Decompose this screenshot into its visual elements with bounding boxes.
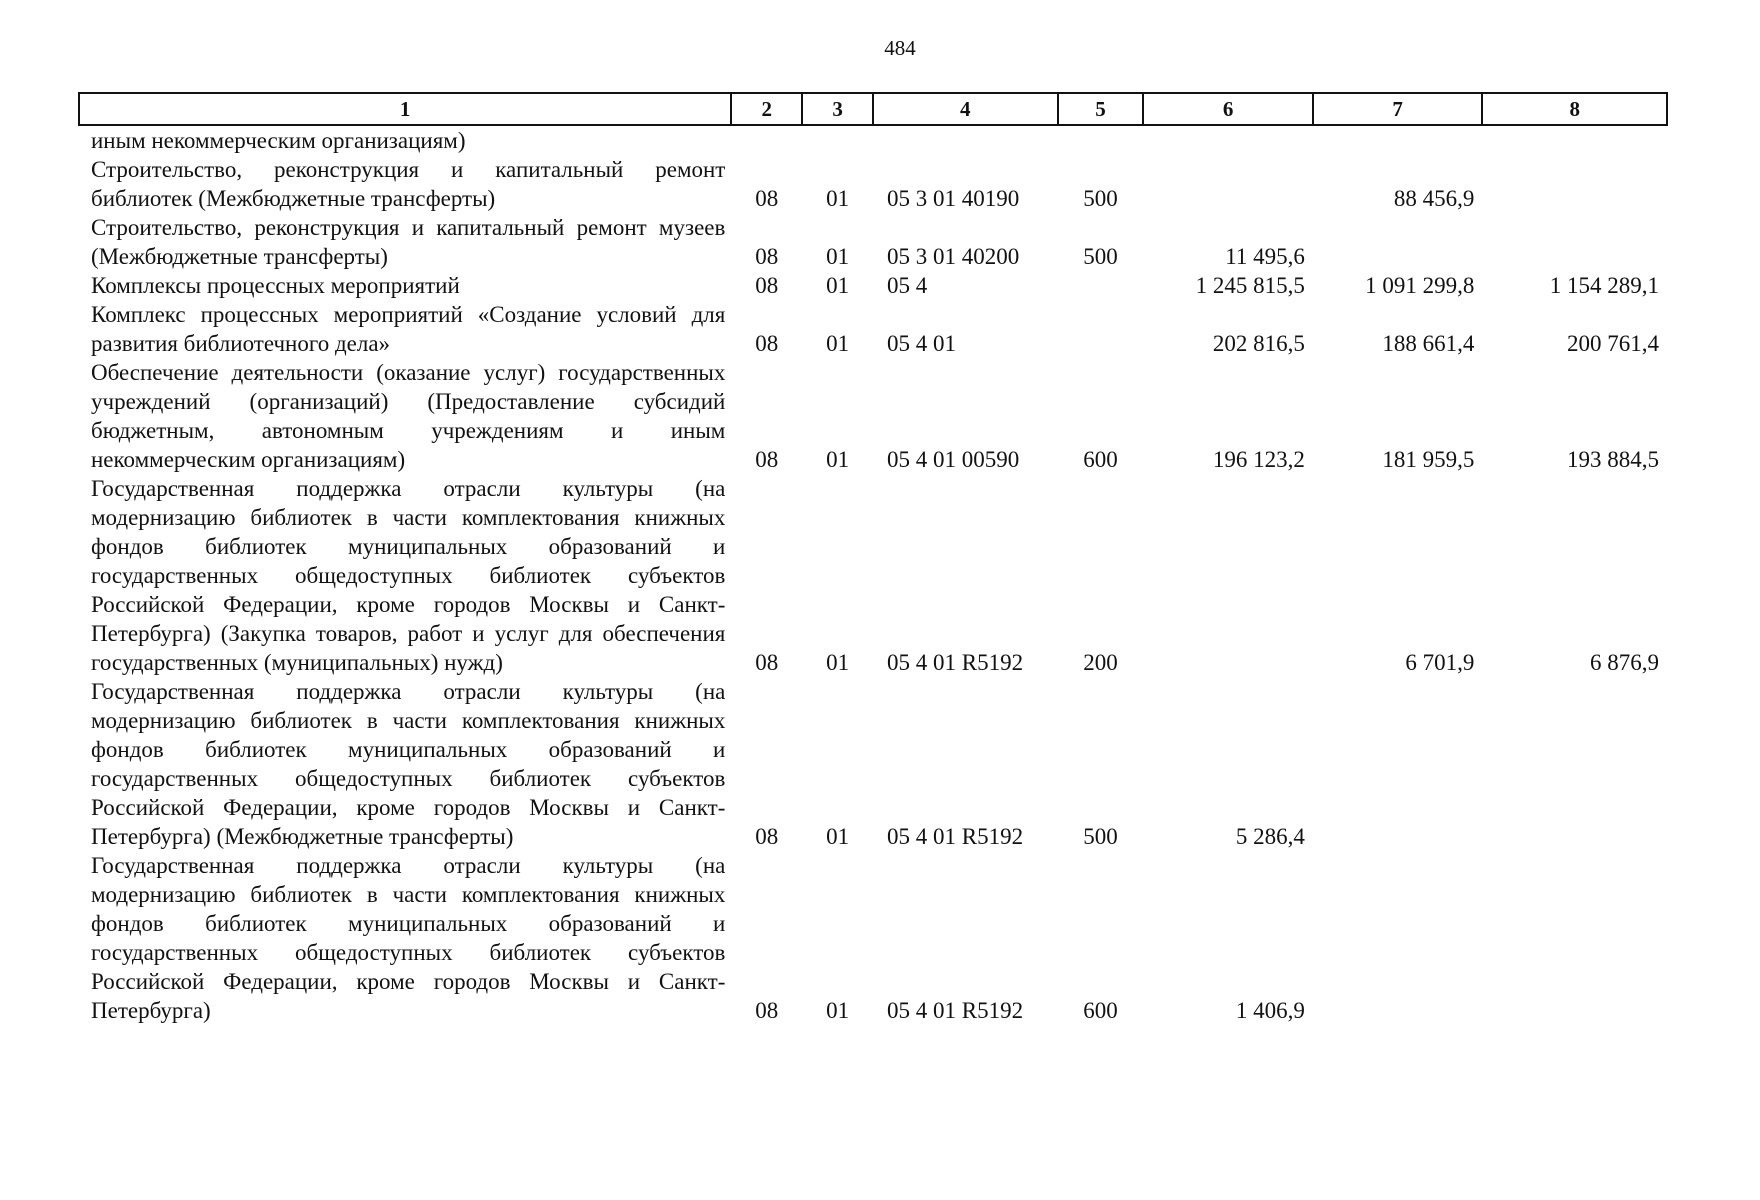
table-row [79,358,1667,474]
column-header-1: 1 [79,93,731,125]
cell-subsection: 01 [826,998,850,1023]
cell-amount-8: 193 884,5 [1567,447,1659,472]
table-header-row [79,93,1667,125]
cell-subsection: 01 [826,331,850,356]
cell-subsection: 01 [826,824,850,849]
cell-amount-7: 88 456,9 [1393,186,1475,211]
cell-amount-7 [1313,125,1483,155]
cell-section: 08 [755,824,779,849]
cell-amount-8 [1482,213,1667,271]
cell-amount-6: 196 123,2 [1212,447,1305,472]
column-header-5: 5 [1058,93,1144,125]
cell-amount-7: 6 701,9 [1405,650,1475,675]
cell-amount-7: 188 661,4 [1382,331,1475,356]
cell-expense-type: 600 [1083,447,1118,472]
cell-expense-type [1058,300,1144,358]
cell-target-article [873,125,1058,155]
cell-amount-6: 202 816,5 [1212,331,1305,356]
cell-section: 08 [755,186,779,211]
page-number: 484 [884,36,916,60]
cell-amount-6 [1143,125,1313,155]
cell-amount-6 [1143,474,1313,677]
cell-subsection: 01 [826,650,850,675]
row-name: Строительство, реконструкция и капитальный ремонт музеев (Межбюджетные трансферты) [91,215,726,269]
row-name: иным некоммерческим организациям) [91,128,466,153]
cell-target-article: 05 3 01 40200 [886,244,1020,269]
column-header-6: 6 [1143,93,1313,125]
cell-expense-type: 500 [1083,824,1118,849]
cell-target-article: 05 4 01 R5192 [886,998,1024,1023]
cell-target-article: 05 4 01 R5192 [886,650,1024,675]
cell-section: 08 [755,273,779,298]
row-name: Обеспечение деятельности (оказание услуг) государственных учреждений (организаций) (Предоставление субсидий бюджетным, автономным учреждениям и иным некоммерческим организациям) [91,360,726,472]
cell-amount-6: 11 495,6 [1225,244,1305,269]
cell-section: 08 [755,331,779,356]
cell-amount-7 [1313,213,1483,271]
cell-subsection: 01 [826,244,850,269]
cell-target-article: 05 4 01 R5192 [886,824,1024,849]
cell-amount-8 [1482,851,1667,1025]
table-row [79,474,1667,677]
cell-amount-6: 5 286,4 [1235,824,1305,849]
table-row [79,125,1667,155]
cell-target-article: 05 4 01 [886,331,956,356]
cell-section: 08 [755,244,779,269]
table-row [79,851,1667,1025]
cell-target-article: 05 3 01 40190 [886,186,1020,211]
cell-amount-6: 1 406,9 [1235,998,1305,1023]
cell-expense-type: 200 [1083,650,1118,675]
cell-amount-8: 1 154 289,1 [1549,273,1659,298]
row-name: Государственная поддержка отрасли культуры (на модернизацию библиотек в части комплектования книжных фондов библиотек муниципальных образований и государственных общедоступных библиотек субъектов Российской Федерации, кроме городов Москвы и Санкт-Петербурга) (Межбюджетные трансферты) [91,679,726,849]
cell-amount-8 [1482,677,1667,851]
cell-target-article: 05 4 [886,273,928,298]
cell-expense-type: 600 [1083,998,1118,1023]
cell-expense-type [1058,271,1144,300]
cell-subsection: 01 [826,186,850,211]
cell-amount-8: 6 876,9 [1590,650,1659,675]
cell-amount-8 [1482,125,1667,155]
cell-section [731,125,802,155]
cell-amount-6 [1143,155,1313,213]
cell-amount-8 [1482,155,1667,213]
table-row [79,677,1667,851]
cell-amount-7 [1313,851,1483,1025]
cell-amount-7 [1313,677,1483,851]
table-row [79,300,1667,358]
table-row [79,155,1667,213]
column-header-7: 7 [1313,93,1483,125]
cell-expense-type: 500 [1083,244,1118,269]
cell-expense-type: 500 [1083,186,1118,211]
table-row [79,213,1667,271]
cell-amount-7: 181 959,5 [1382,447,1475,472]
budget-table [78,92,1668,1025]
column-header-8: 8 [1482,93,1667,125]
column-header-2: 2 [731,93,802,125]
cell-subsection: 01 [826,447,850,472]
row-name: Строительство, реконструкция и капитальный ремонт библиотек (Межбюджетные трансферты) [91,157,726,211]
cell-subsection [802,125,873,155]
cell-expense-type [1058,125,1144,155]
row-name: Комплексы процессных мероприятий [91,273,460,298]
cell-section: 08 [755,998,779,1023]
table-row [79,271,1667,300]
column-header-4: 4 [873,93,1058,125]
column-header-3: 3 [802,93,873,125]
row-name: Государственная поддержка отрасли культуры (на модернизацию библиотек в части комплектования книжных фондов библиотек муниципальных образований и государственных общедоступных библиотек субъектов Российской Федерации, кроме городов Москвы и Санкт-Петербурга) [91,853,726,1023]
cell-amount-7: 1 091 299,8 [1365,273,1475,298]
cell-section: 08 [755,447,779,472]
row-name: Комплекс процессных мероприятий «Создание условий для развития библиотечного дела» [91,302,726,356]
cell-section: 08 [755,650,779,675]
cell-subsection: 01 [826,273,850,298]
cell-amount-8: 200 761,4 [1567,331,1659,356]
cell-amount-6: 1 245 815,5 [1195,273,1305,298]
row-name: Государственная поддержка отрасли культуры (на модернизацию библиотек в части комплектования книжных фондов библиотек муниципальных образований и государственных общедоступных библиотек субъектов Российской Федерации, кроме городов Москвы и Санкт-Петербурга) (Закупка товаров, работ и услуг для обеспечения государственных (муниципальных) нужд) [91,476,726,675]
cell-target-article: 05 4 01 00590 [886,447,1020,472]
